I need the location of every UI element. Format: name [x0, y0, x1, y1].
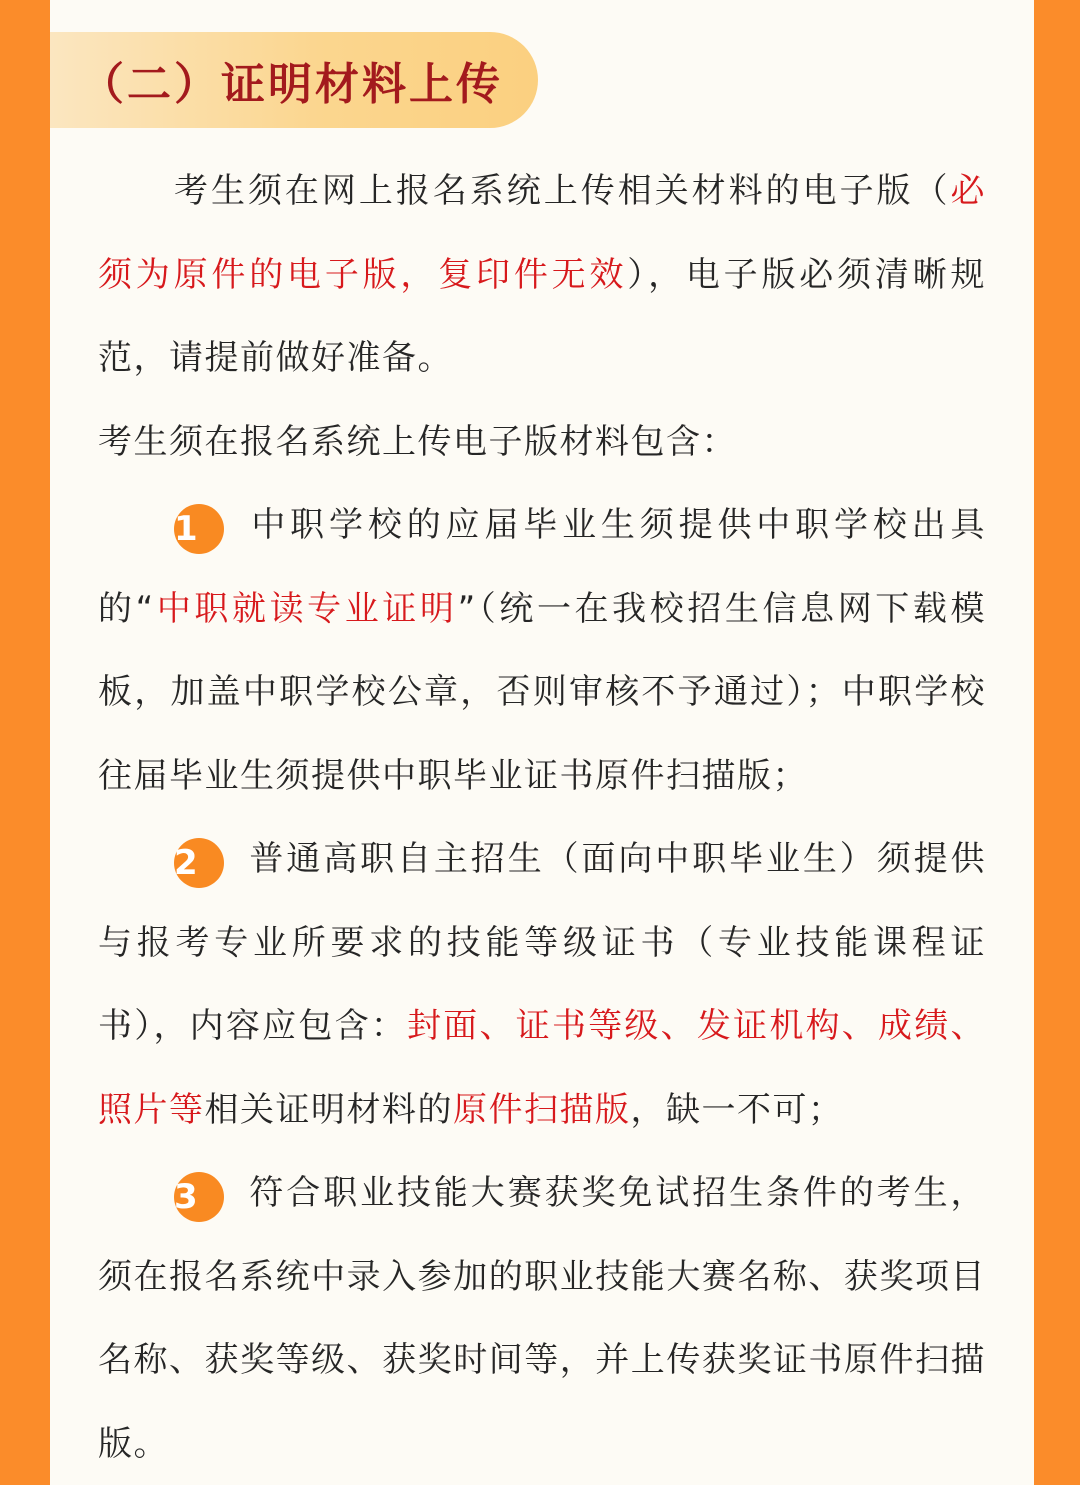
item-2-emphasis-2: 原件扫描版 — [453, 1089, 631, 1130]
item-2-emphasis-1: 封面、证书等级、发证机构、成绩、照片等 — [98, 1006, 986, 1130]
document-page — [50, 0, 1034, 1485]
section-heading-banner — [50, 32, 538, 128]
intro-text-1: 考生须在网上报名系统上传相关材料的电子版（ — [174, 171, 951, 211]
number-badge-3: 3 — [174, 1172, 224, 1222]
list-item-1 — [98, 484, 986, 818]
item-2-text-3: ，缺一不可； — [630, 1089, 844, 1130]
item-2-text-1: 普通高职自主招生（面向中职毕业生）须提供与报考专业所要求的技能等级证书（专业技能课程证书），内容应包含： — [98, 839, 986, 1046]
item-1-text-1: 中职学校的应届毕业生须提供中职学校出具的“ — [98, 505, 986, 629]
content-body — [98, 150, 986, 1485]
number-badge-2: 2 — [174, 838, 224, 888]
number-badge-1: 1 — [174, 504, 224, 554]
section-title: （二）证明材料上传 — [80, 59, 503, 110]
item-1-text-2: ”（统一在我校招生信息网下载模板，加盖中职学校公章，否则审核不予通过）；中职学校往届毕业生须提供中职毕业证书原件扫描版； — [98, 588, 986, 796]
list-item-3 — [98, 1152, 986, 1485]
intro-paragraph — [98, 150, 986, 401]
intro-emphasis: 必须为原件的电子版，复印件无效 — [98, 171, 986, 295]
materials-subheading: 考生须在报名系统上传电子版材料包含： — [98, 421, 737, 462]
intro-text-2: ），电子版必须清晰规范，请提前做好准备。 — [98, 254, 987, 378]
list-item-2 — [98, 818, 986, 1152]
item-2-text-2: 相关证明材料的 — [204, 1089, 453, 1130]
item-3-text-1: 符合职业技能大赛获奖免试招生条件的考生，须在报名系统中录入参加的职业技能大赛名称、获奖项目名称、获奖等级、获奖时间等，并上传获奖证书原件扫描版。 — [98, 1173, 986, 1464]
item-1-emphasis: 中职就读专业证明 — [154, 588, 458, 629]
